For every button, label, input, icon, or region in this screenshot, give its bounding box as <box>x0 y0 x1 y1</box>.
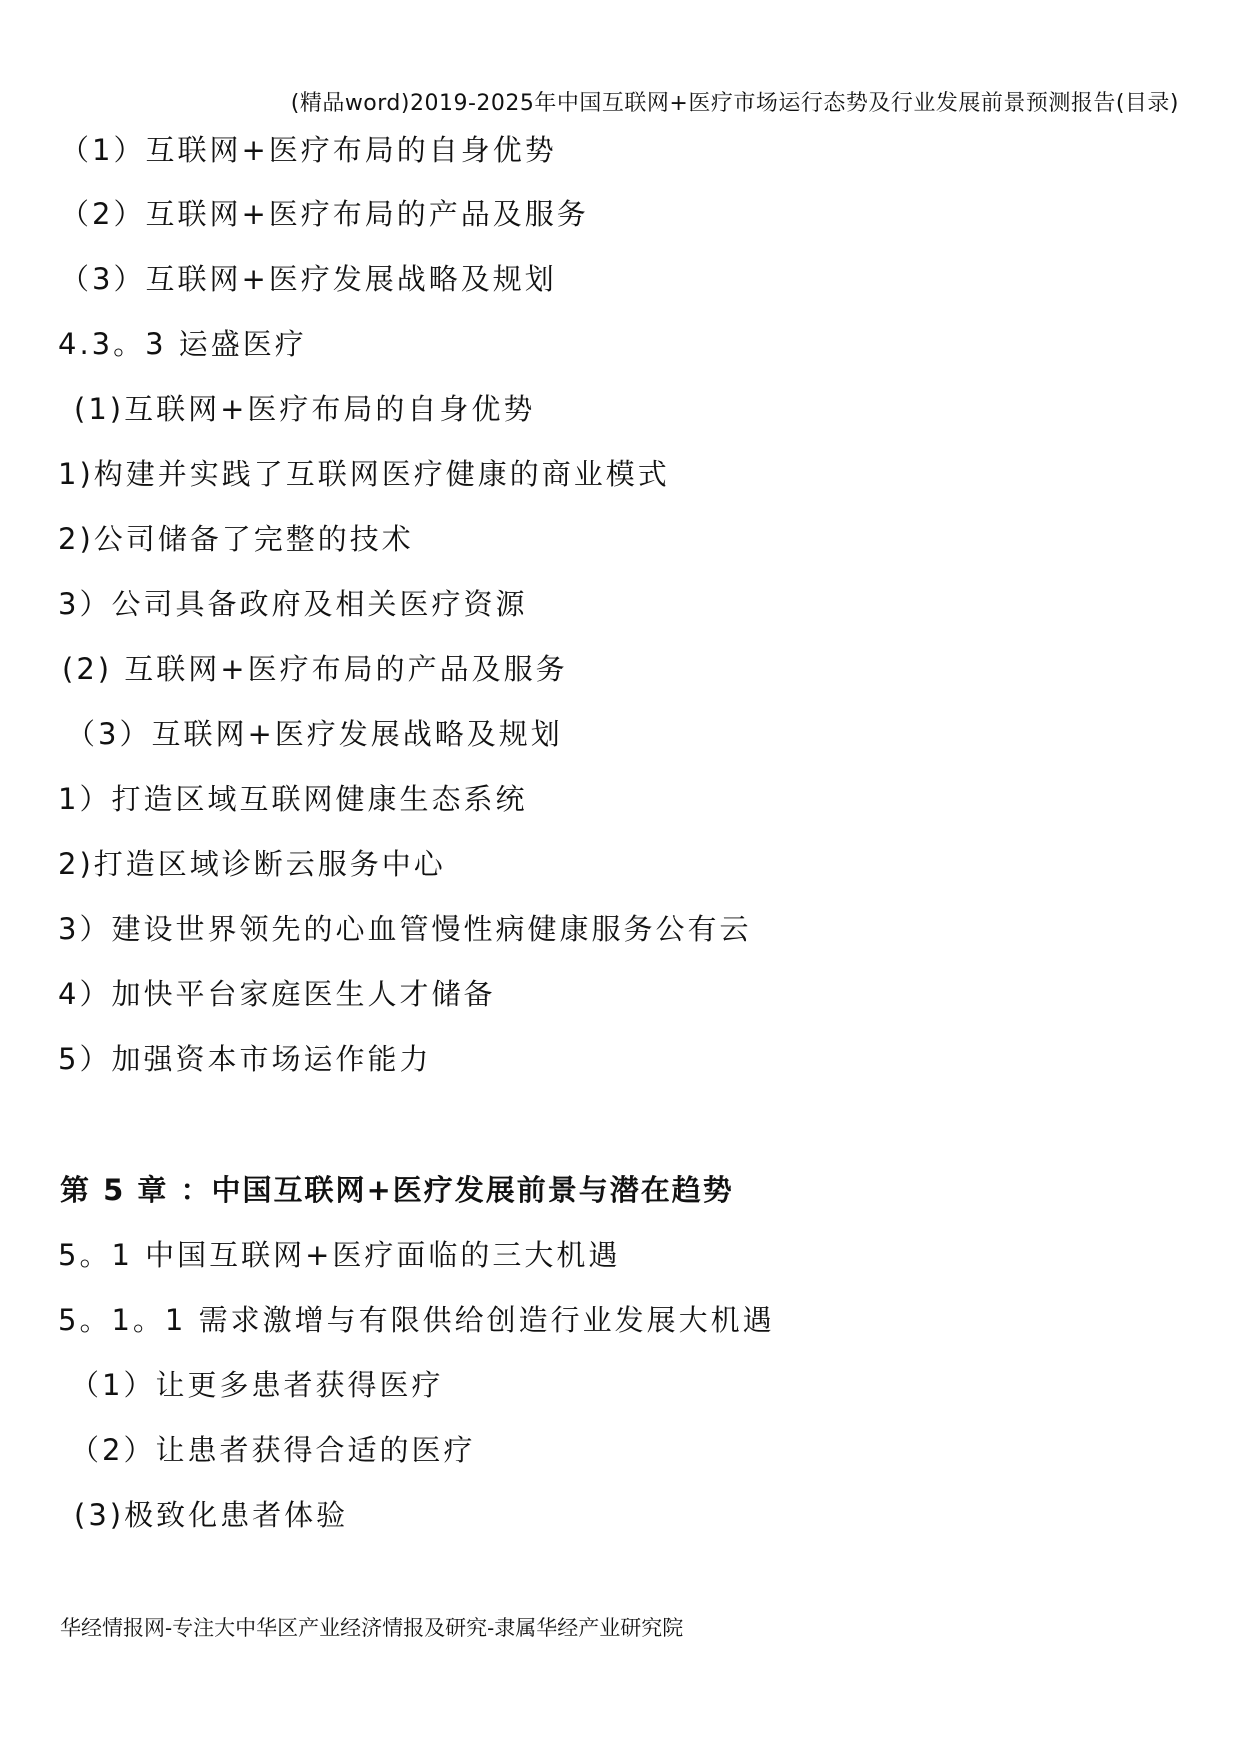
toc-line: 1）打造区域互联网健康生态系统 <box>58 782 528 816</box>
page-header: (精品word)2019-2025年中国互联网+医疗市场运行态势及行业发展前景预测报告(目录) <box>290 91 1179 116</box>
toc-line: (2) 互联网+医疗布局的产品及服务 <box>62 652 568 686</box>
toc-line: （2）让患者获得合适的医疗 <box>70 1433 476 1467</box>
toc-line: （1）让更多患者获得医疗 <box>70 1368 444 1402</box>
toc-line: （2）互联网+医疗布局的产品及服务 <box>60 197 589 231</box>
toc-line: 2)公司储备了完整的技术 <box>58 522 414 556</box>
toc-line: (1)互联网+医疗布局的自身优势 <box>74 392 536 426</box>
toc-line: 3）建设世界领先的心血管慢性病健康服务公有云 <box>58 912 752 946</box>
toc-line: 1)构建并实践了互联网医疗健康的商业模式 <box>58 457 670 491</box>
toc-line: (3)极致化患者体验 <box>74 1498 349 1532</box>
toc-line: 5）加强资本市场运作能力 <box>58 1042 432 1076</box>
toc-line: （3）互联网+医疗发展战略及规划 <box>66 717 563 751</box>
toc-line: 5。1。1 需求激增与有限供给创造行业发展大机遇 <box>58 1303 775 1337</box>
toc-line: （3）互联网+医疗发展战略及规划 <box>60 262 557 296</box>
toc-line: 5。1 中国互联网+医疗面临的三大机遇 <box>58 1238 621 1272</box>
toc-line: 2)打造区域诊断云服务中心 <box>58 847 446 881</box>
toc-line: 3）公司具备政府及相关医疗资源 <box>58 587 528 621</box>
chapter-heading: 第 5 章 ：中国互联网+医疗发展前景与潜在趋势 <box>60 1173 734 1207</box>
toc-line: 4.3。3 运盛医疗 <box>58 327 307 361</box>
toc-line: 4）加快平台家庭医生人才储备 <box>58 977 496 1011</box>
toc-line: （1）互联网+医疗布局的自身优势 <box>60 133 557 167</box>
page-footer: 华经情报网-专注大中华区产业经济情报及研究-隶属华经产业研究院 <box>60 1616 684 1640</box>
